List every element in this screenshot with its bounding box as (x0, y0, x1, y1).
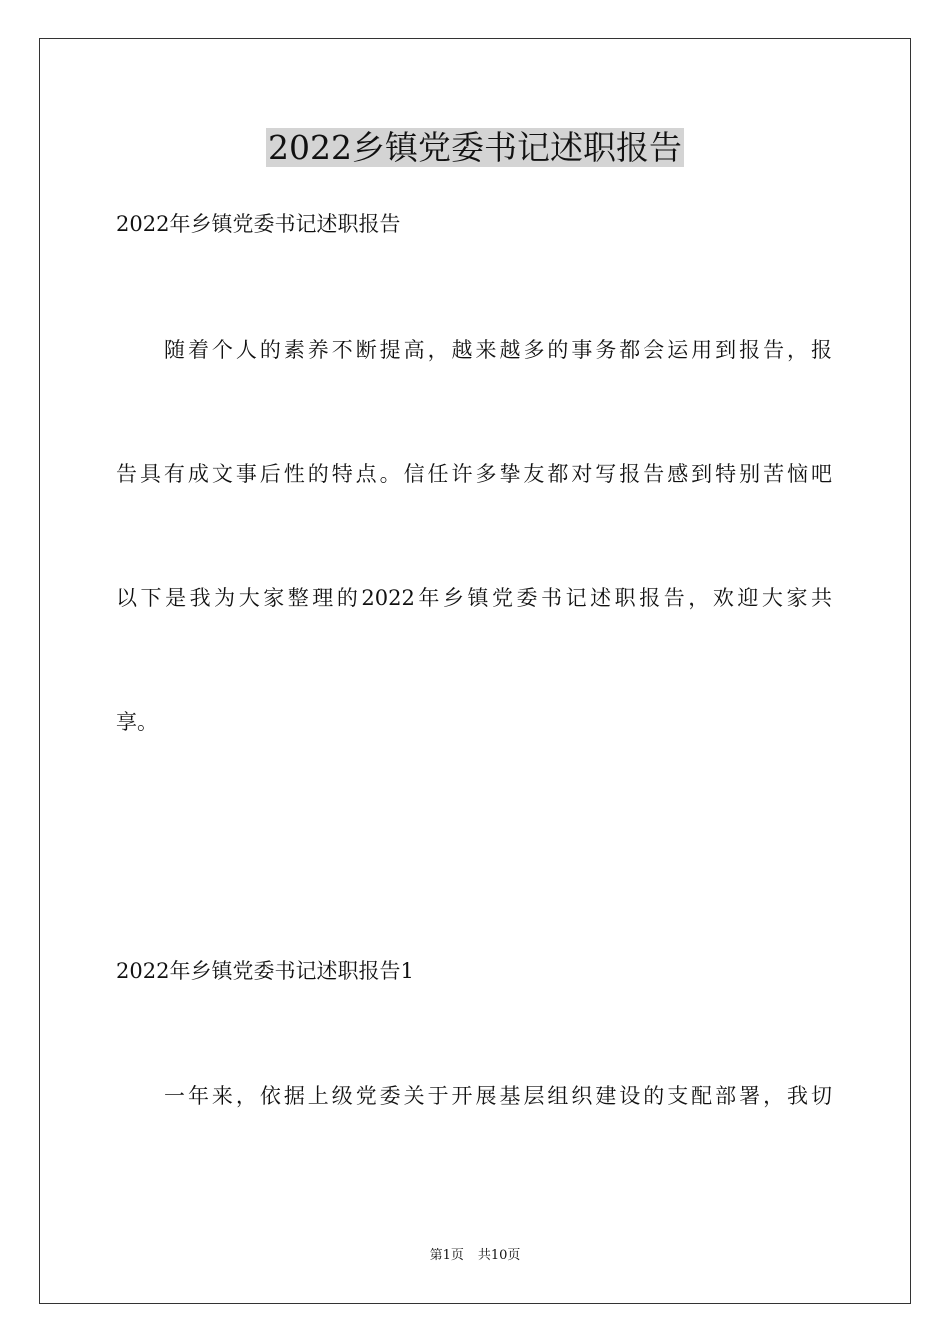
intro-line-2: 告具有成文事后性的特点。信任许多挚友都对写报告感到特别苦恼吧 (116, 462, 832, 486)
page-number: 第1页 (429, 1248, 464, 1263)
intro-line-3: 以下是我为大家整理的2022年乡镇党委书记述职报告，欢迎大家共 (116, 586, 832, 610)
intro-line-4: 享。 (116, 710, 158, 734)
intro-line-1: 随着个人的素养不断提高，越来越多的事务都会运用到报告，报 (164, 338, 832, 362)
page-total: 共10页 (477, 1248, 521, 1263)
document-subtitle: 2022年乡镇党委书记述职报告 (116, 212, 401, 236)
section-heading: 2022年乡镇党委书记述职报告1 (116, 959, 414, 983)
page-footer (0, 1248, 950, 1264)
document-title (0, 128, 950, 168)
document-title-text: 2022乡镇党委书记述职报告 (268, 128, 682, 167)
section-paragraph-line-1: 一年来，依据上级党委关于开展基层组织建设的支配部署，我切 (164, 1084, 832, 1108)
